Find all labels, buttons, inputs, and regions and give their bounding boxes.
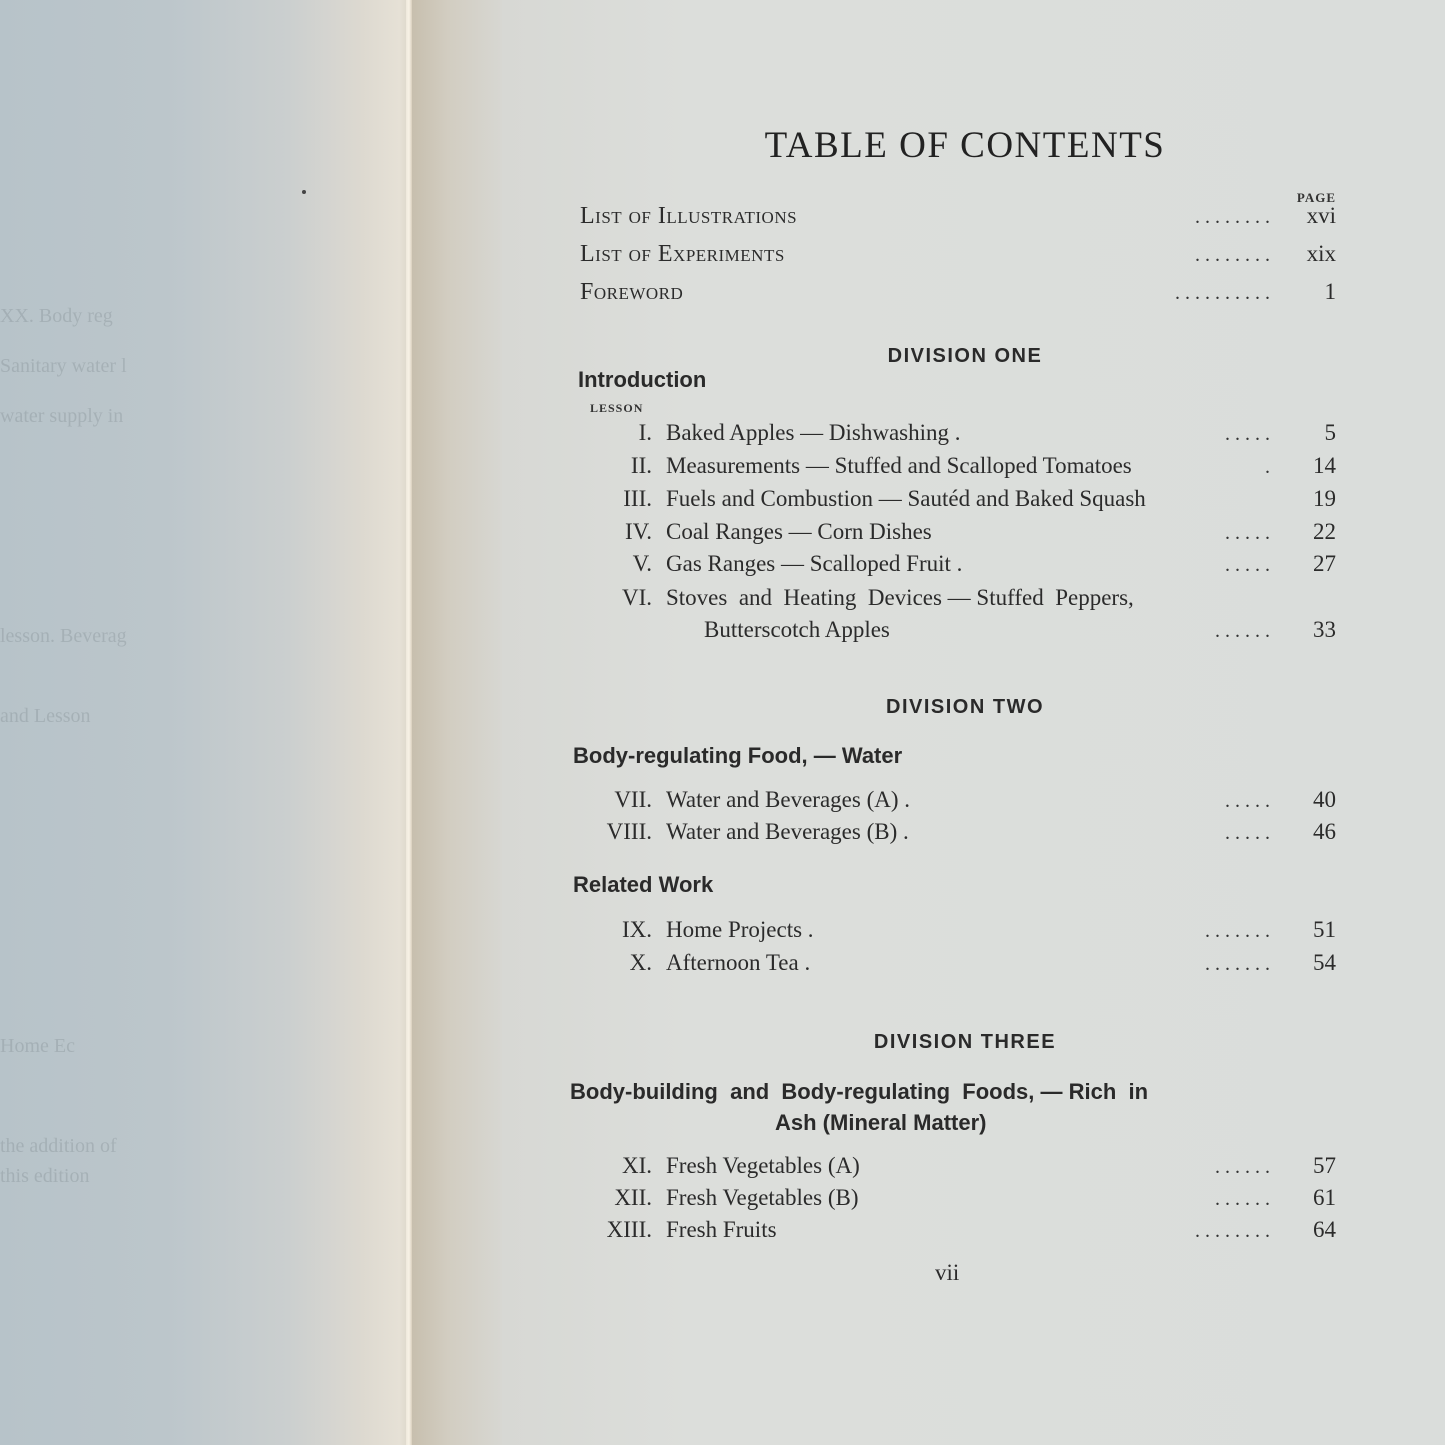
toc-entry-lesson-5[interactable] <box>570 551 1336 583</box>
entry-title: Stoves and Heating Devices — Stuffed Peppers, <box>666 585 1134 610</box>
lesson-numeral: VI. <box>621 585 652 610</box>
section-introduction: Introduction <box>578 367 707 392</box>
toc-entry-lesson-8[interactable] <box>570 819 1336 851</box>
bleed-through-text: the addition of <box>0 1135 117 1157</box>
lesson-numeral: I. <box>638 420 652 445</box>
lesson-column-label: LESSON <box>590 401 644 415</box>
toc-entry-lesson-12[interactable] <box>570 1185 1336 1217</box>
page-folio: vii <box>935 1260 960 1285</box>
lesson-numeral: IV. <box>624 519 652 544</box>
page-number: 51 <box>1313 917 1336 942</box>
toc-entry-lesson-6[interactable] <box>570 585 1336 617</box>
paper-speck <box>302 190 306 194</box>
lesson-numeral: VIII. <box>606 819 652 844</box>
toc-entry-foreword[interactable] <box>580 279 1336 311</box>
dot-leader: . . . . . . <box>1215 1156 1270 1178</box>
section-related-work: Related Work <box>573 872 714 897</box>
page-number: 14 <box>1313 453 1336 478</box>
toc-entry-lesson-2[interactable] <box>570 453 1336 485</box>
lesson-numeral: IX. <box>621 917 652 942</box>
dot-leader: . . . . . . . <box>1205 953 1270 975</box>
page-number: 33 <box>1313 617 1336 642</box>
page-number: 27 <box>1313 551 1336 576</box>
entry-title: Fresh Vegetables (B) <box>666 1185 859 1210</box>
dot-leader: . . . . . <box>1225 790 1270 812</box>
bleed-through-text: XX. Body reg <box>0 305 113 327</box>
page-number: 5 <box>1324 420 1336 445</box>
section-body-building-foods: Body-building and Body-regulating Foods, — Rich in <box>570 1079 1149 1104</box>
entry-title: Measurements — Stuffed and Scalloped Tomatoes <box>666 453 1132 478</box>
bleed-through-text: and Lesson <box>0 705 91 727</box>
lesson-numeral: V. <box>632 551 652 576</box>
page-title: TABLE OF CONTENTS <box>764 125 1166 166</box>
page-number: 46 <box>1313 819 1336 844</box>
section-body-regulating-food: Body-regulating Food, — Water <box>573 743 903 768</box>
dot-leader: . . . . . <box>1225 822 1270 844</box>
page-number: 64 <box>1313 1217 1336 1242</box>
entry-title: Fuels and Combustion — Sautéd and Baked Squash <box>666 486 1146 511</box>
toc-entry-lesson-4[interactable] <box>570 519 1336 551</box>
toc-entry-lesson-9[interactable] <box>570 917 1336 949</box>
dot-leader: . . . . . . <box>1215 1188 1270 1210</box>
toc-entry-lesson-3[interactable] <box>570 486 1336 518</box>
bleed-through-text: lesson. Beverag <box>0 625 127 647</box>
dot-leader: . . . . . <box>1225 554 1270 576</box>
page-number: 40 <box>1313 787 1336 812</box>
entry-title: Water and Beverages (B) . <box>666 819 909 844</box>
bleed-through-text: Sanitary water l <box>0 355 127 377</box>
toc-entry-lesson-7[interactable] <box>570 787 1336 819</box>
lesson-numeral: XI. <box>621 1153 652 1178</box>
division-two-heading: DIVISION TWO <box>886 696 1044 718</box>
toc-entry-lesson-13[interactable] <box>570 1217 1336 1249</box>
entry-title: Foreword <box>580 279 684 305</box>
lesson-numeral: VII. <box>614 787 652 812</box>
entry-title: Baked Apples — Dishwashing . <box>666 420 961 445</box>
page-number: 57 <box>1313 1153 1336 1178</box>
page-number: 54 <box>1313 950 1336 975</box>
entry-title-continuation: Butterscotch Apples <box>704 617 890 642</box>
entry-title: Fresh Fruits <box>666 1217 777 1242</box>
lesson-numeral: XII. <box>614 1185 652 1210</box>
bleed-through-text: Home Ec <box>0 1035 75 1057</box>
toc-entry-lesson-1[interactable] <box>570 420 1336 452</box>
dot-leader: . . . . . <box>1225 423 1270 445</box>
entry-title: Water and Beverages (A) . <box>666 787 911 812</box>
toc-entry-lesson-6-continuation[interactable] <box>570 617 1336 649</box>
toc-entry-lesson-11[interactable] <box>570 1153 1336 1185</box>
bleed-through-text: water supply in <box>0 405 124 427</box>
dot-leader: . . . . . <box>1225 522 1270 544</box>
lesson-numeral: II. <box>630 453 652 478</box>
division-one-heading: DIVISION ONE <box>887 345 1043 367</box>
dot-leader: . . . . . . . . . . <box>1175 282 1270 304</box>
entry-title: Home Projects . <box>666 917 814 942</box>
book-gutter <box>412 0 502 1445</box>
entry-title: List of Illustrations <box>580 203 798 229</box>
entry-title: Gas Ranges — Scalloped Fruit . <box>666 551 963 576</box>
table-of-contents <box>570 0 1340 1445</box>
toc-entry-lesson-10[interactable] <box>570 950 1336 982</box>
lesson-numeral: III. <box>623 486 652 511</box>
page-number: xvi <box>1306 203 1336 228</box>
division-three-heading: DIVISION THREE <box>873 1031 1057 1053</box>
toc-entry-list-of-experiments[interactable] <box>580 241 1336 273</box>
lesson-numeral: XIII. <box>606 1217 652 1242</box>
left-page <box>0 0 412 1445</box>
page-column-label: PAGE <box>1296 190 1336 205</box>
dot-leader: . . . . . . . . <box>1195 244 1270 266</box>
dot-leader: . . . . . . . . <box>1195 1220 1270 1242</box>
page-number: 61 <box>1313 1185 1336 1210</box>
entry-title: Afternoon Tea . <box>666 950 811 975</box>
lesson-numeral: X. <box>629 950 652 975</box>
toc-entry-list-of-illustrations[interactable] <box>580 203 1336 235</box>
entry-title: List of Experiments <box>580 241 785 267</box>
entry-title: Coal Ranges — Corn Dishes <box>666 519 932 544</box>
dot-leader: . . . . . . . . <box>1195 206 1270 228</box>
section-body-building-foods-continuation: Ash (Mineral Matter) <box>775 1110 987 1135</box>
entry-title: Fresh Vegetables (A) <box>666 1153 860 1178</box>
dot-leader: . . . . . . <box>1215 620 1270 642</box>
page-number: 1 <box>1324 279 1336 304</box>
bleed-through-text: this edition <box>0 1165 90 1187</box>
dot-leader: . . . . . . . <box>1205 920 1270 942</box>
page-number: 22 <box>1313 519 1336 544</box>
page-number: xix <box>1306 241 1336 266</box>
dot-leader: . <box>1265 456 1270 478</box>
page-number: 19 <box>1313 486 1336 511</box>
